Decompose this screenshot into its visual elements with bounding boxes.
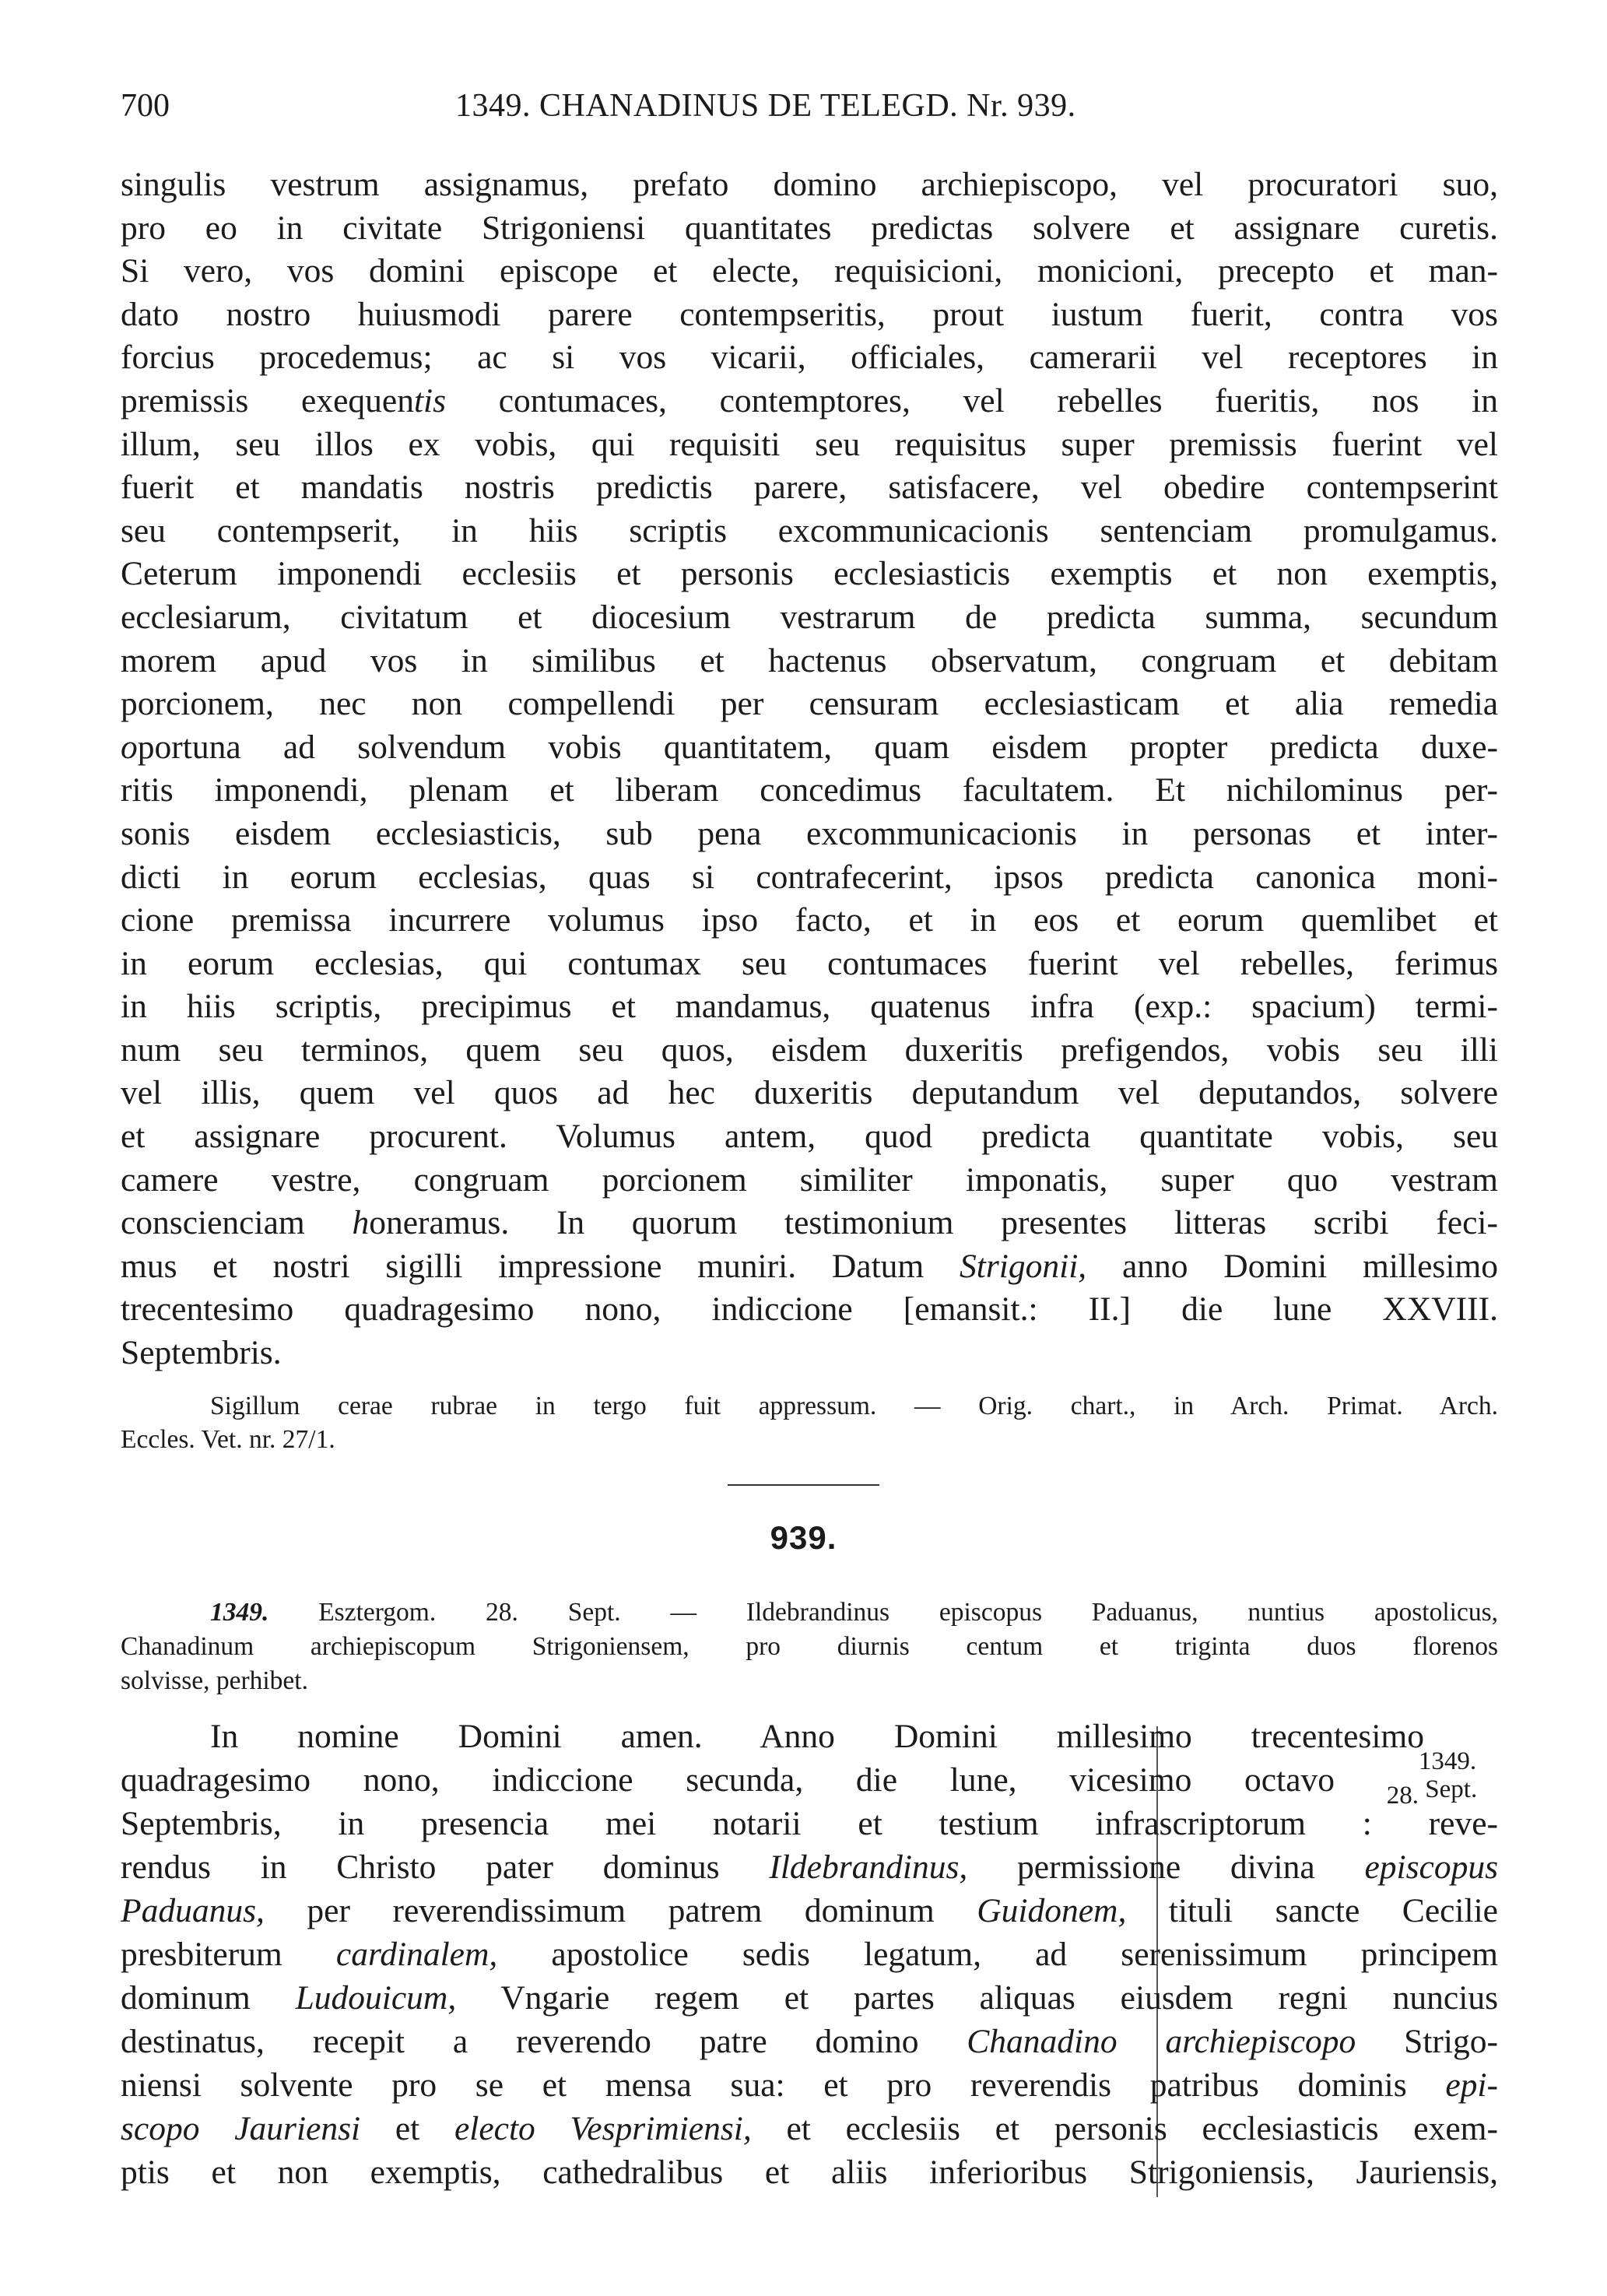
body-line: in hiis scriptis, precipimus et mandamus, quatenus infra (exp.: spacium) termi- — [121, 988, 1498, 1026]
regest-year: 1349. — [210, 1598, 269, 1627]
body-line: ritis imponendi, plenam et liberam concedimus facultatem. Et nichilominus per- — [121, 771, 1498, 809]
body-line: sonis eisdem ecclesiasticis, sub pena excommunicacionis in personas et inter- — [121, 814, 1498, 852]
margin-date-year: 1349. — [1418, 1747, 1477, 1775]
document-number: 939. — [770, 1519, 837, 1556]
body-line: dato nostro huiusmodi parere contempseritis, prout iustum fuerit, contra vos — [121, 295, 1498, 333]
body-line: camere vestre, congruam porcionem similiter imponatis, super quo vestram — [121, 1160, 1498, 1199]
charter-line: destinatus, recepit a reverendo patre domino Chanadino archiepiscopo Strigo- — [121, 2023, 1498, 2060]
body-line: porcionem, nec non compellendi per censuram ecclesiasticam et alia remedia — [121, 685, 1498, 723]
regest — [121, 1596, 1498, 1698]
source-note — [121, 1389, 1498, 1456]
body-line: premissis exequentis contumaces, contemptores, vel rebelles fueritis, nos in — [121, 381, 1498, 420]
body-line: fuerit et mandatis nostris predictis parere, satisfacere, vel obedire contempserint — [121, 469, 1498, 507]
charter-text — [121, 1715, 1498, 2194]
charter-line: ptis et non exemptis, cathedralibus et aliis inferioribus Strigoniensis, Jauriensis, — [121, 2154, 1498, 2191]
body-line: trecentesimo quadragesimo nono, indiccione [emansit.: II.] die lune XXVIII. — [121, 1290, 1498, 1329]
charter-line: rendus in Christo pater dominus Ildebrandinus, permissione divina episcopus — [121, 1848, 1498, 1886]
charter-line: Septembris, in presencia mei notarii et testium infrascriptorum : reve- — [121, 1805, 1498, 1842]
margin-date-day: 28. $^{Sept.}$ — [1386, 1775, 1478, 1810]
charter-line: Paduanus, per reverendissimum patrem dominum Guidonem, tituli sancte Cecilie — [121, 1892, 1498, 1929]
body-line: vel illis, quem vel quos ad hec duxeritis deputandum vel deputandos, solvere — [121, 1074, 1498, 1112]
body-line: num seu terminos, quem seu quos, eisdem duxeritis prefigendos, vobis seu illi — [121, 1030, 1498, 1069]
body-text — [121, 163, 1498, 1375]
body-line: mus et nostri sigilli impressione muniri. Datum Strigonii, anno Domini millesimo — [121, 1247, 1499, 1285]
body-line: forcius procedemus; ac si vos vicarii, officiales, camerarii vel receptores in — [121, 339, 1498, 377]
body-line: seu contempserit, in hiis scriptis excommunicacionis sentenciam promulgamus. — [121, 511, 1498, 549]
charter-line: scopo Jauriensi et electo Vesprimiensi, et ecclesiis et personis ecclesiasticis exem- — [121, 2110, 1498, 2147]
body-line: oportuna ad solvendum vobis quantitatem, quam eisdem propter predicta duxe- — [121, 728, 1498, 766]
body-line: Si vero, vos domini episcope et electe, requisicioni, monicioni, precepto et man- — [121, 252, 1498, 290]
charter-line: niensi solvente pro se et mensa sua: et pro reverendis patribus dominis epi- — [121, 2066, 1498, 2104]
body-line: Septembris. — [121, 1334, 282, 1372]
page-number: 700 — [121, 88, 170, 124]
source-note-line: Eccles. Vet. nr. 27/1. — [121, 1425, 335, 1454]
body-line: pro eo in civitate Strigoniensi quantitates predictas solvere et assignare curetis. — [121, 209, 1498, 247]
body-line: morem apud vos in similibus et hactenus observatum, congruam et debitam — [121, 641, 1498, 679]
body-line: conscienciam honeramus. In quorum testimonium presentes litteras scribi feci- — [121, 1204, 1498, 1242]
regest-line: Chanadinum archiepiscopum Strigoniensem, pro diurnis centum et triginta duos florenos — [121, 1632, 1498, 1661]
section-divider — [728, 1484, 879, 1486]
body-line: cione premissa incurrere volumus ipso facto, et in eos et eorum quemlibet et — [121, 901, 1498, 939]
charter-line: quadragesimo nono, indiccione secunda, die lune, vicesimo octavo — [121, 1761, 1335, 1799]
body-line: illum, seu illos ex vobis, qui requisiti seu requisitus super premissis fuerint vel — [121, 425, 1498, 463]
body-line: in eorum ecclesias, qui contumax seu contumaces fuerint vel rebelles, ferimus — [121, 944, 1498, 982]
charter-line: dominum Ludouicum, Vngarie regem et partes aliquas eiusdem regni nuncius — [121, 1979, 1498, 2017]
charter-line: In nomine Domini amen. Anno Domini millesimo trecentesimo — [210, 1718, 1424, 1755]
body-line: singulis vestrum assignamus, prefato domino archiepiscopo, vel procuratori suo, — [121, 166, 1498, 203]
charter-line: presbiterum cardinalem, apostolice sedis legatum, ad serenissimum principem — [121, 1936, 1498, 1973]
body-line: Ceterum imponendi ecclesiis et personis ecclesiasticis exemptis et non exemptis, — [121, 555, 1498, 593]
body-line: et assignare procurent. Volumus antem, quod predicta quantitate vobis, seu — [121, 1118, 1498, 1156]
running-head — [121, 84, 1498, 128]
body-line: dicti in eorum ecclesias, quas si contrafecerint, ipsos predicta canonica moni- — [121, 858, 1498, 896]
running-title: 1349. CHANADINUS DE TELEGD. Nr. 939. — [455, 88, 1076, 124]
body-line: ecclesiarum, civitatum et diocesium vestrarum de predicta summa, secundum — [121, 598, 1498, 636]
regest-line: solvisse, perhibet. — [121, 1666, 308, 1695]
regest-line: 1349. Esztergom. 28. Sept. — Ildebrandinus episcopus Paduanus, nuntius apostolicus, — [210, 1598, 1498, 1627]
source-note-line: Sigillum cerae rubrae in tergo fuit appressum. — Orig. chart., in Arch. Primat. Arch. — [210, 1392, 1498, 1420]
